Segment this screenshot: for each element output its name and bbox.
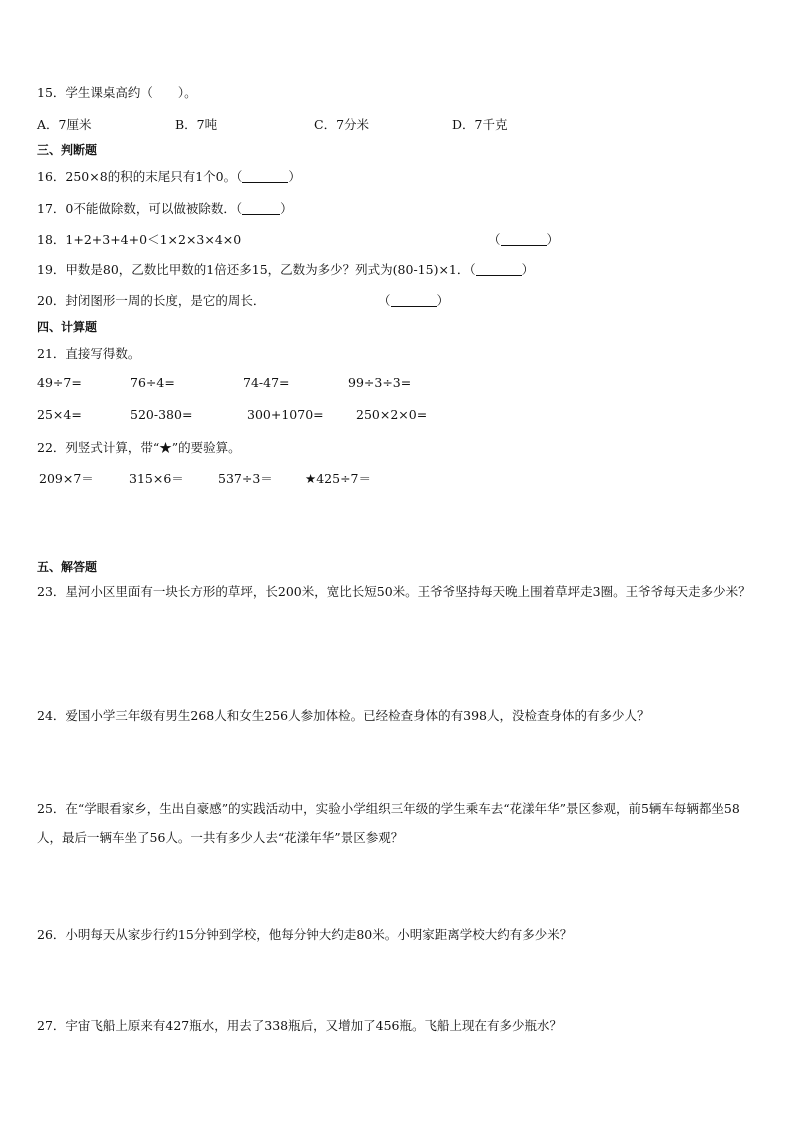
question-21-title: 21．直接写得数。 (37, 346, 141, 361)
question-19 (37, 260, 534, 278)
question-18-text: 18．1+2+3+4+0＜1×2×3×4×0 (37, 232, 242, 247)
calc-item: 250×2×0= (356, 407, 428, 422)
section-4-heading: 四、计算题 (37, 320, 98, 334)
answer-blank (242, 202, 280, 215)
question-16 (37, 167, 301, 185)
calc-item: 520-380= (130, 407, 193, 422)
question-24: 24．爱国小学三年级有男生268人和女生256人参加体检。已经检查身体的有398人，没检查身体的有多少人？ (37, 708, 650, 723)
question-23: 23．星河小区里面有一块长方形的草坪，长200米，宽比长短50米。王爷爷坚持每天晚上围着草坪走3圈。王爷爷每天走多少米？ (37, 584, 751, 599)
calc-item: 74-47= (243, 375, 290, 390)
section-3-heading: 三、判断题 (37, 143, 98, 157)
question-19-close: ） (521, 262, 535, 277)
answer-blank (476, 263, 522, 276)
question-18-open: （ (488, 232, 501, 247)
question-15: 15．学生课桌高约（ ）。 (37, 85, 197, 100)
question-26: 26．小明每天从家步行约15分钟到学校，他每分钟大约走80米。小明家距离学校大约有多少米？ (37, 927, 573, 942)
question-20-text: 20．封闭图形一周的长度，是它的周长． (37, 293, 266, 308)
question-17-close: ） (280, 201, 293, 216)
calc-item: 76÷4= (130, 375, 175, 390)
question-27: 27．宇宙飞船上原来有427瓶水，用去了338瓶后，又增加了456瓶。飞船上现在有多少瓶水？ (37, 1018, 562, 1033)
question-20-open: （ (378, 293, 391, 308)
option-c: C．7分米 (314, 117, 370, 132)
question-16-close: ） (288, 169, 301, 184)
vertical-calc-item: ★425÷7＝ (305, 471, 371, 486)
question-18-answer (488, 230, 559, 248)
question-16-text: 16．250×8的积的末尾只有1个0。（ (37, 169, 243, 184)
option-b: B．7吨 (175, 117, 218, 132)
question-25: 25．在“学眼看家乡，生出自豪感”的实践活动中，实验小学组织三年级的学生乘车去“花漾年华”景区参观，前5辆车每辆都坐58人，最后一辆车坐了56人。一共有多少人去“花漾年华”景区参观？ (37, 801, 740, 845)
vertical-calc-item: 209×7＝ (39, 471, 94, 486)
question-20 (37, 291, 265, 309)
option-d: D．7千克 (452, 117, 508, 132)
answer-blank (242, 170, 288, 183)
question-18-close: ） (546, 232, 560, 247)
question-17-text: 17．0不能做除数，可以做被除数．（ (37, 201, 243, 216)
vertical-calc-item: 537÷3＝ (218, 471, 273, 486)
answer-blank (391, 294, 437, 307)
question-17 (37, 199, 293, 217)
question-19-text: 19．甲数是80，乙数比甲数的1倍还多15，乙数为多少？列式为(80-15)×1．（ (37, 262, 476, 277)
section-5-heading: 五、解答题 (37, 560, 98, 574)
calc-item: 49÷7= (37, 375, 82, 390)
calc-item: 300+1070= (247, 407, 324, 422)
option-a: A．7厘米 (37, 117, 92, 132)
vertical-calc-item: 315×6＝ (129, 471, 184, 486)
calc-item: 25×4= (37, 407, 82, 422)
question-20-answer (378, 291, 449, 309)
answer-blank (501, 233, 547, 246)
question-20-close: ） (436, 293, 450, 308)
calc-item: 99÷3÷3= (348, 375, 412, 390)
question-18 (37, 230, 241, 248)
question-22-title: 22．列竖式计算，带“★”的要验算。 (37, 440, 241, 455)
